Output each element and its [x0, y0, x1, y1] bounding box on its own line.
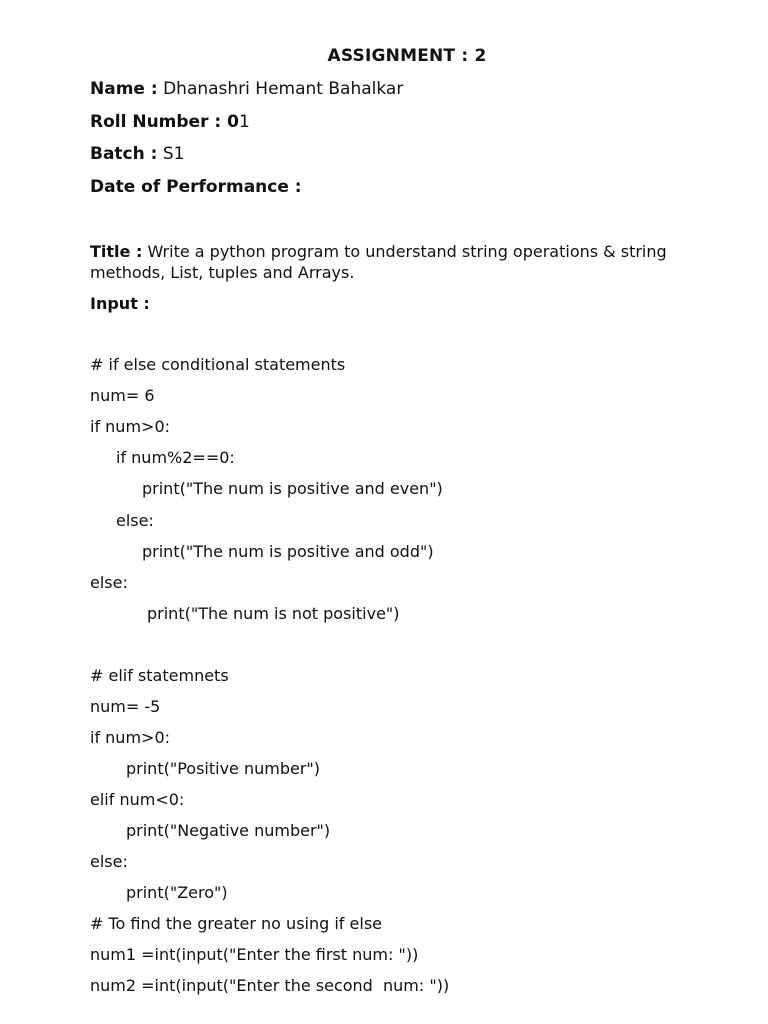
code-line: print("The num is positive and even") [142, 479, 443, 498]
name-value: Dhanashri Hemant Bahalkar [163, 79, 404, 99]
code-line: # To find the greater no using if else [90, 914, 382, 933]
code-line: print("Positive number") [126, 759, 321, 778]
code-line: else: [116, 511, 154, 530]
code-line: # if else conditional statements [90, 355, 346, 374]
code-line: if num>0: [90, 417, 171, 436]
code-line: if num>0: [90, 728, 171, 747]
input-label: Input : [90, 294, 150, 313]
code-line: num= 6 [90, 386, 155, 405]
date-of-performance-label: Date of Performance : [90, 177, 302, 197]
roll-number-line [90, 111, 250, 133]
name-line [90, 78, 403, 100]
title-label: Title : [90, 242, 143, 261]
date-of-performance-line [90, 176, 302, 198]
code-line: num2 =int(input("Enter the second num: ")) [90, 976, 450, 995]
code-line: if num%2==0: [116, 448, 235, 467]
code-line: elif num<0: [90, 790, 185, 809]
title-block [90, 241, 700, 283]
code-line: print("The num is positive and odd") [142, 542, 434, 561]
batch-value: S1 [162, 144, 185, 164]
assignment-heading: ASSIGNMENT : 2 [327, 46, 487, 66]
code-line: else: [90, 573, 128, 592]
roll-number-label: Roll Number : 0 [90, 112, 239, 132]
code-line: num= -5 [90, 697, 161, 716]
code-line: print("Negative number") [126, 821, 331, 840]
batch-label: Batch : [90, 144, 158, 164]
code-line: num1 =int(input("Enter the first num: ")) [90, 945, 419, 964]
code-line: print("Zero") [126, 883, 228, 902]
title-text: Write a python program to understand string operations & string methods, List, tuples and Arrays. [90, 242, 667, 282]
roll-number-value: 1 [238, 112, 250, 132]
name-label: Name : [90, 79, 158, 99]
code-line: print("The num is not positive") [147, 604, 400, 623]
code-line: else: [90, 852, 128, 871]
code-line: # elif statemnets [90, 666, 229, 685]
batch-line [90, 143, 184, 165]
